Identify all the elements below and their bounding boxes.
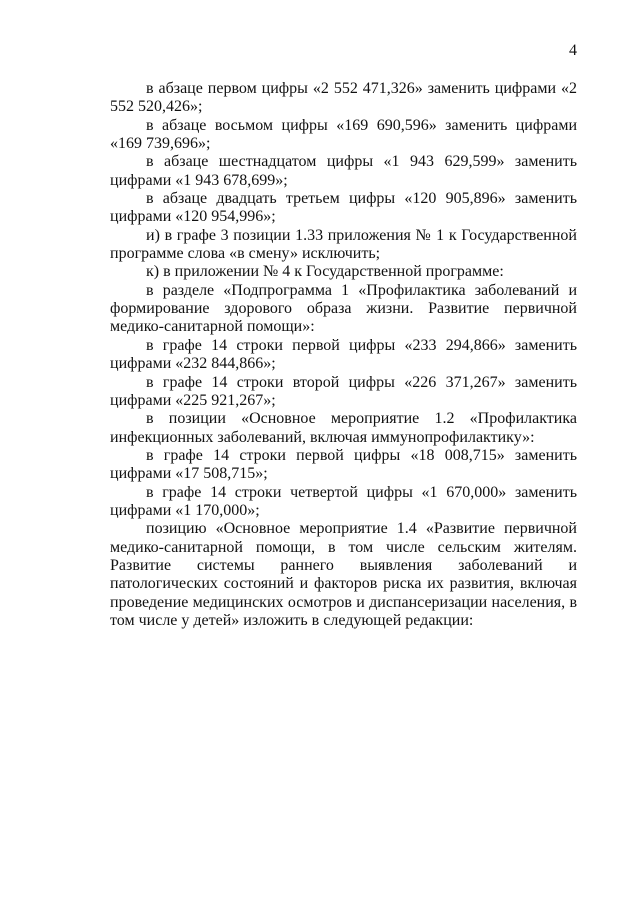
- paragraph-3: в абзаце шестнадцатом цифры «1 943 629,599» заменить цифрами «1 943 678,699»;: [110, 153, 577, 189]
- paragraph-2: в абзаце восьмом цифры «169 690,596» заменить цифрами «169 739,696»;: [110, 116, 577, 153]
- document-body: [110, 80, 577, 630]
- page-number: 4: [569, 42, 577, 59]
- paragraph-6: к) в приложении № 4 к Государственной программе:: [146, 263, 504, 281]
- paragraph-7: в разделе «Подпрограмма 1 «Профилактика заболеваний и формирование здорового образа жизни. Развитие первичной медико-санитарной помощи»:: [110, 281, 577, 336]
- paragraph-9: в графе 14 строки второй цифры «226 371,267» заменить цифрами «225 921,267»;: [110, 373, 577, 409]
- paragraph-4: в абзаце двадцать третьем цифры «120 905,896» заменить цифрами «120 954,996»;: [110, 190, 577, 226]
- paragraph-10: в позиции «Основное мероприятие 1.2 «Профилактика инфекционных заболеваний, включая иммунопрофилактику»:: [110, 410, 577, 446]
- paragraph-5: и) в графе 3 позиции 1.33 приложения № 1 к Государственной программе слова «в смену» исключить;: [110, 226, 577, 263]
- paragraph-11: в графе 14 строки первой цифры «18 008,715» заменить цифрами «17 508,715»;: [110, 446, 577, 483]
- paragraph-12: в графе 14 строки четвертой цифры «1 670,000» заменить цифрами «1 170,000»;: [110, 483, 577, 519]
- paragraph-1: в абзаце первом цифры «2 552 471,326» заменить цифрами «2 552 520,426»;: [110, 80, 577, 116]
- paragraph-13: позицию «Основное мероприятие 1.4 «Развитие первичной медико-санитарной помощи, в том числе сельским жителям. Развитие системы раннего выявления заболеваний и патологических состояний и факторов риска их развития, включая проведение медицинских осмотров и диспансеризации населения, в том числе у детей» изложить в следующей редакции:: [110, 520, 577, 629]
- paragraph-8: в графе 14 строки первой цифры «233 294,866» заменить цифрами «232 844,866»;: [110, 336, 577, 373]
